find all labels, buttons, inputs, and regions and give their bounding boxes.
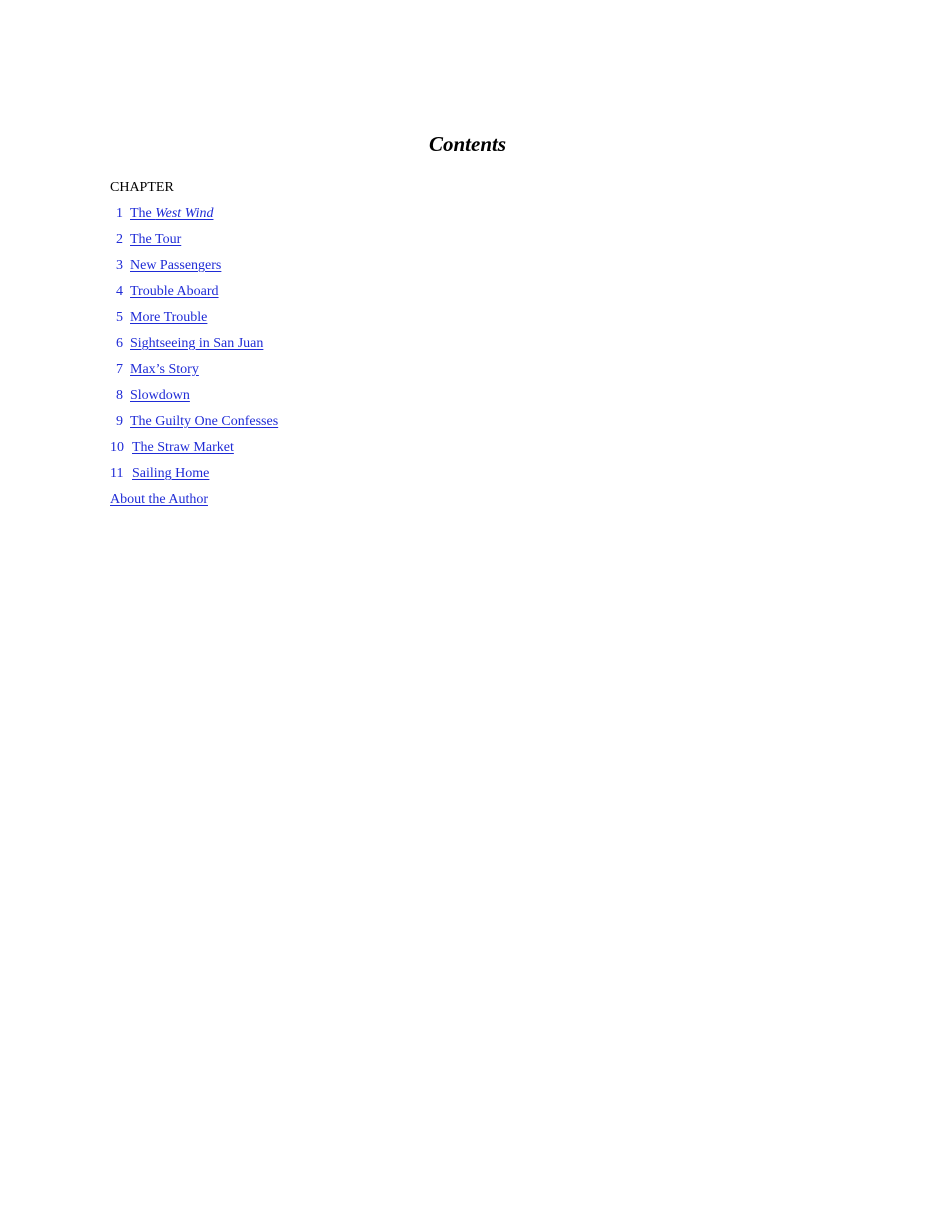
chapter-title: Trouble Aboard bbox=[130, 284, 219, 299]
chapter-title: The Tour bbox=[130, 232, 182, 247]
number-gap bbox=[125, 438, 132, 458]
number-gap bbox=[123, 360, 130, 380]
chapter-title: More Trouble bbox=[130, 310, 208, 325]
number-gap bbox=[123, 412, 130, 432]
toc-link-chapter-11[interactable] bbox=[110, 466, 209, 481]
chapter-number: 6 bbox=[116, 336, 123, 351]
toc-link-chapter-2[interactable] bbox=[110, 232, 181, 247]
chapter-number: 2 bbox=[116, 232, 123, 247]
toc-item bbox=[110, 282, 278, 308]
toc-item bbox=[110, 308, 278, 334]
page-title: Contents bbox=[428, 132, 507, 156]
toc-link-chapter-10[interactable] bbox=[110, 440, 234, 455]
chapter-title: The bbox=[130, 206, 156, 221]
toc-item bbox=[110, 412, 278, 438]
toc-item bbox=[110, 256, 278, 282]
number-gap bbox=[123, 204, 130, 224]
chapter-number: 1 bbox=[116, 206, 123, 221]
chapter-number: 11 bbox=[110, 466, 124, 481]
toc-item bbox=[110, 230, 278, 256]
number-gap bbox=[125, 464, 132, 484]
number-gap bbox=[123, 230, 130, 250]
chapter-title: New Passengers bbox=[130, 258, 222, 273]
toc-link-chapter-1[interactable] bbox=[110, 206, 213, 221]
toc-link-about-author[interactable]: About the Author bbox=[110, 492, 208, 507]
chapter-title: Sailing Home bbox=[132, 466, 210, 481]
chapter-title: Max’s Story bbox=[130, 362, 199, 377]
toc-link-chapter-5[interactable] bbox=[110, 310, 207, 325]
toc-link-chapter-7[interactable] bbox=[110, 362, 199, 377]
toc-link-chapter-9[interactable] bbox=[110, 414, 278, 429]
number-gap bbox=[123, 282, 130, 302]
chapter-number: 9 bbox=[116, 414, 123, 429]
chapter-column-label: CHAPTER bbox=[110, 180, 174, 195]
chapter-title: Sightseeing in San Juan bbox=[130, 336, 264, 351]
toc-link-chapter-8[interactable] bbox=[110, 388, 190, 403]
number-gap bbox=[123, 334, 130, 354]
toc-link-chapter-4[interactable] bbox=[110, 284, 219, 299]
toc-item bbox=[110, 438, 278, 464]
toc-item bbox=[110, 360, 278, 386]
toc-item bbox=[110, 334, 278, 360]
chapter-title: The Guilty One Confesses bbox=[130, 414, 279, 429]
toc-item bbox=[110, 490, 278, 516]
chapter-number: 4 bbox=[116, 284, 123, 299]
chapter-number: 10 bbox=[110, 440, 124, 455]
number-gap bbox=[123, 308, 130, 328]
chapter-number: 5 bbox=[116, 310, 123, 325]
number-gap bbox=[123, 256, 130, 276]
toc-item bbox=[110, 204, 278, 230]
number-gap bbox=[123, 386, 130, 406]
chapter-title: Slowdown bbox=[130, 388, 190, 403]
chapter-title-italic: West Wind bbox=[155, 206, 214, 221]
toc-link-chapter-3[interactable] bbox=[110, 258, 221, 273]
chapter-number: 8 bbox=[116, 388, 123, 403]
toc-item bbox=[110, 386, 278, 412]
chapter-title: The Straw Market bbox=[132, 440, 234, 455]
chapter-number: 7 bbox=[116, 362, 123, 377]
chapter-number: 3 bbox=[116, 258, 123, 273]
toc-item bbox=[110, 464, 278, 490]
table-of-contents bbox=[110, 204, 278, 516]
toc-link-chapter-6[interactable] bbox=[110, 336, 263, 351]
